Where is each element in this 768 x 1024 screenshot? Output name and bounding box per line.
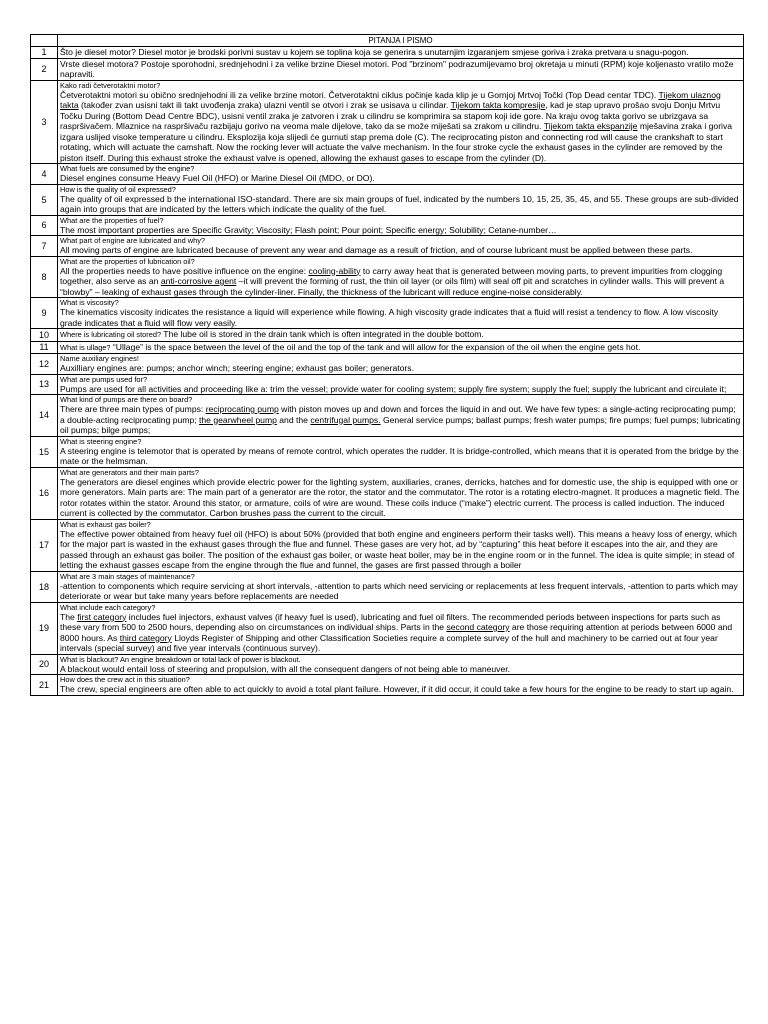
row-content	[58, 354, 744, 375]
answer-text	[60, 245, 693, 255]
row-content	[58, 519, 744, 571]
table-row	[31, 329, 744, 342]
answer-text	[60, 173, 375, 183]
row-number: 14	[31, 395, 58, 437]
row-number: 17	[31, 519, 58, 571]
row-number: 13	[31, 374, 58, 395]
row-number: 4	[31, 164, 58, 185]
answer-text	[60, 363, 414, 373]
answer-segment: All moving parts of engine are lubricated because of prevent any wear and damage as a result of friction, and of course lubricant must be applied between these parts.	[60, 245, 693, 255]
answer-text	[60, 307, 718, 328]
table-row	[31, 519, 744, 571]
answer-segment: The crew, special engineers are often able to act quickly to avoid a total plant failure. However, if it did occur, it could take a few hours for the engine to be ready to start up again.	[60, 684, 734, 694]
row-number: 6	[31, 215, 58, 236]
document-sheet	[30, 34, 744, 696]
row-number: 1	[31, 47, 58, 59]
question-text: What is steering engine?	[60, 436, 142, 446]
question-text: What are the properties of fuel?	[60, 215, 164, 225]
answer-segment: The generators are diesel engines which provide electric power for the lighting system, auxiliaries, cranes, derricks, hatches and for domestic use, the ship is equipped with one or more generators. Main parts are: The main part of a generator are the rotor, the stator and the commutator. The rotor is a rotating electro-magnet. It produces a magnetic field. The rotor rotates within the stator. Around this stator, or armature, coils of wire are wound. These coils induce (“make”) electric current. The process is called induction. The induced current is collected by the commutator. Carbon brushes pass the current to the circuit.	[60, 476, 740, 518]
question-text: What is viscosity?	[60, 298, 119, 307]
question-text: What part of engine are lubricated and why?	[60, 236, 206, 245]
question-text: How does the crew act in this situation?	[60, 675, 190, 684]
row-content	[58, 654, 744, 675]
answer-segment: The	[60, 611, 78, 622]
row-content	[58, 602, 744, 654]
table-row	[31, 164, 744, 185]
underlined-term: centrifugal pumps.	[310, 414, 381, 425]
row-content	[58, 374, 744, 395]
answer-text	[60, 266, 724, 297]
row-number: 11	[31, 341, 58, 354]
answer-segment: (također zvan usisni takt ili takt uvođenja zraka) ulazni ventil se otvori i zrak se usisava u cilindar.	[78, 100, 451, 110]
table-row	[31, 467, 744, 519]
answer-segment: Četverotaktni motori su obično srednjehodni ili za velike brzine motori. Četverotaktni ciklus počinje kada klip je u Gornjoj Mrtvoj Točki (Top Dead centar TDC).	[60, 89, 659, 100]
answer-segment: , kad je stap upravo prošao svoju Donju Mrtvu Točku During (Bottom Dead Centre BDC), usisni ventil zraka je zatvoren i zrak u cilindru se komprimira sa stapom koji ide gore. Na kraju ovog takta gorivo se ubrizgava sa raspršivačem. Mlaznice na raspršivaču razbijaju gorivo na veoma male dijelove, tako da se može miješati sa zrakom u cilindru.	[60, 100, 721, 131]
answer-text	[60, 477, 739, 519]
row-number: 12	[31, 354, 58, 375]
underlined-term: Tijekom takta kompresije	[450, 100, 546, 110]
answer-text	[60, 225, 557, 235]
question-text: Where is lubricating oil stored?	[60, 330, 162, 339]
row-content	[58, 236, 744, 257]
table-row	[31, 374, 744, 395]
row-content	[58, 467, 744, 519]
table-row	[31, 236, 744, 257]
question-text: What is ullage?	[60, 342, 111, 352]
answer-segment: The most important properties are Specific Gravity; Viscosity; Flash point; Pour point; Specific energy; Solubility; Cetane-number…	[60, 224, 557, 235]
question-text: What is exhaust gas boiler?	[60, 519, 151, 529]
row-number: 8	[31, 256, 58, 298]
answer-segment: Pumps are used for all activities and proceeding like a: trim the vessel; provide water for cooling system; supply fire system; supply the fuel; supply the lubricant and circulate it;	[60, 383, 727, 394]
row-number: 21	[31, 675, 58, 696]
row-content	[58, 256, 744, 298]
answer-segment: Auxilliary engines are: pumps; anchor winch; steering engine; exhaust gas boiler; generators.	[60, 363, 414, 373]
table-row	[31, 298, 744, 329]
answer-segment: A blackout would entail loss of steering and propulsion, with all the consequent dangers of not being able to maneuver.	[60, 663, 511, 674]
answer-segment: with piston moves up and down and forces the liquid in and out. We have few types: a single-acting reciprocating pump; a double-acting reciprocating pump;	[60, 404, 736, 425]
answer-segment: Vrste diesel motora? Postoje sporohodni, srednjehodni i za velike brzine Diesel motori. Pod "brzinom" podrazumijevamo broj okretaja u minuti (RPM) koje koljenasto vratilo može napraviti.	[60, 58, 734, 79]
answer-text	[60, 384, 726, 394]
underlined-term: second category	[446, 622, 510, 632]
row-number: 10	[31, 329, 58, 342]
table-row	[31, 80, 744, 164]
answer-segment: There are three main types of pumps:	[60, 404, 206, 414]
answer-segment: The kinematics viscosity indicates the resistance a liquid will experience while flowing. A high viscosity grade indicates that a fluid will resist a tendency to flow. A low viscosity grade indicates that a fluid will flow very easily.	[60, 307, 719, 328]
row-content	[58, 58, 744, 80]
table-row	[31, 436, 744, 467]
answer-text	[60, 90, 732, 163]
questions-table	[30, 34, 744, 696]
underlined-term: Tijekom takta ekspanzije	[543, 121, 638, 131]
row-content	[58, 215, 744, 236]
answer-segment: are those requiring attention at periods between 6000 and 8000 hours. As	[60, 622, 733, 643]
answer-segment: The effective power obtained from heavy fuel oil (HFO) is about 50% (provided that both engine and engineers perform their tasks well). This means a heavy loss of energy, which for the major part is wasted in the exhaust gases through the flue and funnel. These gases are very hot, ad by “capturing” this heat before it escapes into the air, and they are passed through an exhaust gas boiler. The position of the exhaust gas boiler, or waste heat boiler, may be in the engine room or in the funnel. The idea is quite simple; in stead of letting the exhaust gasses escape from the engine through the flue and funnel, the gases are first passed through a boiler	[60, 528, 737, 570]
question-text: What include each category?	[60, 602, 156, 612]
answer-text	[60, 342, 640, 352]
row-content	[58, 164, 744, 185]
answer-segment: The lube oil is stored in the drain tank which is often integrated in the double bottom.	[161, 329, 484, 339]
table-row	[31, 602, 744, 654]
table-row	[31, 215, 744, 236]
underlined-term: third category	[119, 632, 172, 643]
row-number: 20	[31, 654, 58, 675]
table-row	[31, 654, 744, 675]
row-content	[58, 675, 744, 696]
answer-segment: Lloyds Register of Shipping and other Classification Societies require a complete survey of the hull and machinery to be carried out at four year intervals (special survey) and five year intervals (continuous survey).	[60, 632, 718, 653]
answer-segment: The quality of oil expressed b the international ISO-standard. There are six main groups of fuel, indicated by the numbers 10, 15, 25, 35, 45, and 55. These groups are sub-divided again into groups that are indicated by the letters which indicate the quality of the fuel.	[60, 193, 739, 214]
answer-text	[60, 529, 737, 571]
question-text: What kind of pumps are there on board?	[60, 395, 193, 404]
row-content	[58, 341, 744, 354]
answer-segment: to carry away heat that is generated between moving parts, to prevent impurities from clogging together, also serve as an	[60, 265, 723, 286]
answer-segment: “Ullage” is the space between the level of the oil and the top of the tank and will allow for the expansion of the oil when the engine gets hot.	[110, 341, 641, 352]
answer-segment: Što je diesel motor? Diesel motor je brodski porivni sustav u kojem se toplina koja se generira s unutarnjim izgaranjem smjese goriva i zraka pretvara u snagu-pogon.	[60, 47, 689, 57]
row-number: 18	[31, 571, 58, 602]
question-text: What are 3 main stages of maintenance?	[60, 571, 195, 581]
table-row	[31, 571, 744, 602]
row-number: 19	[31, 602, 58, 654]
table-row	[31, 354, 744, 375]
question-text: What are the properties of lubrication oil?	[60, 256, 195, 266]
question-text: What fuels are consumed by the engine?	[60, 164, 195, 173]
underlined-term: anti-corrosive agent	[160, 276, 237, 286]
answer-segment: –it will prevent the forming of rust, the thin oil layer (or oils film) will seal off pit and scratches in cylinder walls. This will prevent a “blowby” – leaking of exhaust gases through the cylinder-liner. Finally, the thickness of the lubricant will reduce engine-noise considerably.	[60, 276, 725, 297]
row-content	[58, 80, 744, 164]
row-content	[58, 395, 744, 437]
answer-segment: General service pumps; ballast pumps; fresh water pumps; fire pumps; fuel pumps; lubricating oil pumps; bilge pumps;	[60, 414, 741, 435]
answer-text	[60, 47, 689, 57]
row-content	[58, 298, 744, 329]
answer-text	[60, 684, 734, 694]
answer-segment: Diesel engines consume Heavy Fuel Oil (HFO) or Marine Diesel Oil (MDO, or DO).	[60, 173, 375, 183]
answer-segment: and the	[276, 414, 311, 425]
row-number: 2	[31, 58, 58, 80]
table-header-row	[31, 35, 744, 47]
underlined-term: first category	[77, 611, 127, 622]
question-text: How is the quality of oil expressed?	[60, 184, 176, 194]
underlined-term: Tijekom ulaznog takta	[60, 89, 721, 110]
table-row	[31, 395, 744, 437]
table-row	[31, 256, 744, 298]
row-content	[58, 436, 744, 467]
answer-text	[60, 664, 510, 674]
row-number: 9	[31, 298, 58, 329]
question-text: Name auxiliary engines!	[60, 354, 139, 363]
row-number: 5	[31, 184, 58, 215]
answer-text	[60, 446, 739, 467]
underlined-term: cooling-ability	[308, 265, 361, 276]
answer-text	[60, 59, 734, 80]
row-content	[58, 571, 744, 602]
answer-text	[60, 612, 732, 654]
row-number: 3	[31, 80, 58, 164]
answer-segment: A steering engine is telemotor that is operated by means of remote control, which operates the rudder. It is bridge-controlled, which means that it is operated from the bridge by the mate or the helmsman.	[60, 445, 739, 466]
question-text: What is blackout? An engine breakdown or total lack of power is blackout.	[60, 654, 301, 664]
answer-segment: -attention to components which require servicing at short intervals, -attention to parts which need servicing or replacements at less frequent intervals, -attention to parts which may deteriorate or wear but take many years before replacements are needed	[60, 580, 738, 601]
table-row	[31, 675, 744, 696]
table-row	[31, 184, 744, 215]
underlined-term: the gearwheel pump	[199, 414, 277, 425]
answer-text	[60, 329, 484, 339]
underlined-term: reciprocating pump	[205, 404, 279, 414]
table-row	[31, 47, 744, 59]
answer-segment: All the properties needs to have positive influence on the engine:	[60, 265, 309, 276]
header-number-cell	[31, 35, 58, 47]
table-row	[31, 58, 744, 80]
table-row	[31, 341, 744, 354]
row-content	[58, 184, 744, 215]
header-title: PITANJA I PISMO	[58, 35, 744, 47]
answer-text	[60, 194, 739, 215]
question-text: What are pumps used for?	[60, 374, 148, 384]
row-content	[58, 329, 744, 342]
row-content	[58, 47, 744, 59]
row-number: 15	[31, 436, 58, 467]
answer-segment: mješavina zraka i goriva izgara uslijed visoke temperature u cilindru. Eksplozija koja slijedi će gurnuti stap prema dole (C). The reciprocating piston and connecting rod will cause the crankshaft to start rotating, which will actuate the camshaft. Now the rocking lever will actuate the valve mechanism. In the four stroke cycle the exhaust gases in the cylinder are removed by the piston itself. During this exhaust stroke the exhaust valve is opened, allowing the exhaust gases to escape from the cylinder (D).	[60, 121, 733, 163]
question-text: What are generators and their main parts?	[60, 467, 199, 477]
answer-segment: includes fuel injectors, exhaust valves (if heavy fuel is used), lubricating and fuel oil filters. The recommended periods between inspections for parts such as these vary from 500 to 2500 hours, depending also on circumstances on individual ships. Parts in the	[60, 611, 721, 632]
row-number: 16	[31, 467, 58, 519]
row-number: 7	[31, 236, 58, 257]
answer-text	[60, 581, 738, 602]
answer-text	[60, 404, 740, 435]
question-text: Kako radi četverotaktni motor?	[60, 80, 161, 90]
